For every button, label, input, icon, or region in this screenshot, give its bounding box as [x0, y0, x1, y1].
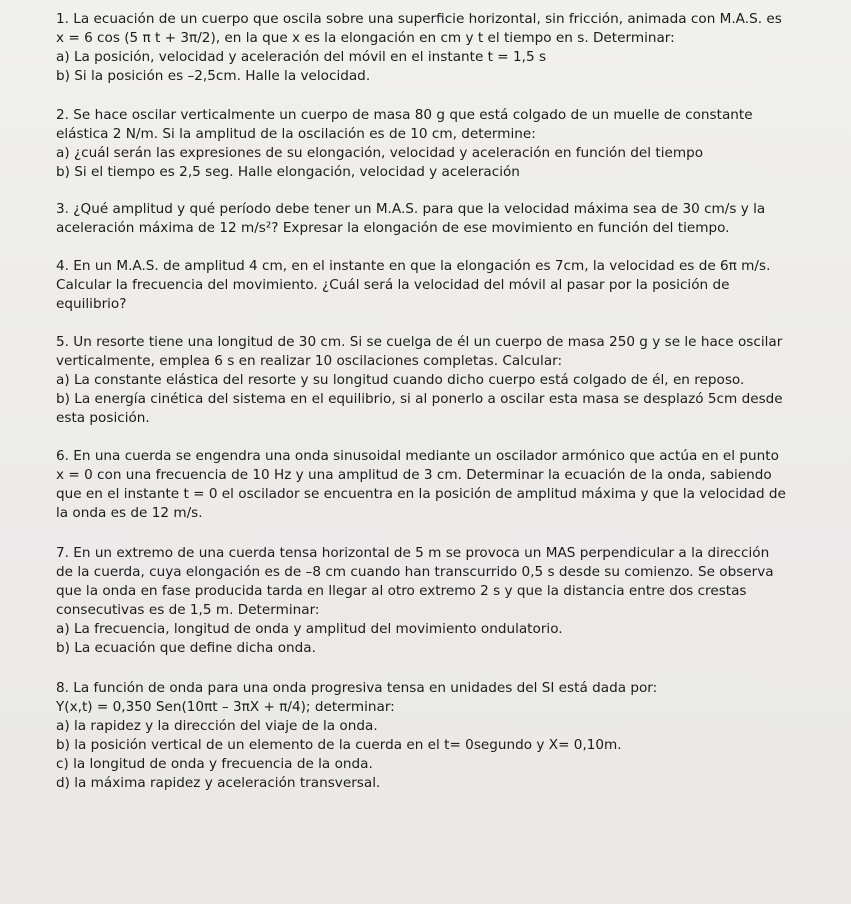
problem-1-line: a) La posición, velocidad y aceleración del móvil en el instante t = 1,5 s [56, 49, 547, 65]
problem-5-line: a) La constante elástica del resorte y su longitud cuando dicho cuerpo está colgado de él, en reposo. [56, 372, 745, 388]
problem-8-line: Y(x,t) = 0,350 Sen(10πt – 3πX + π/4); determinar: [56, 699, 395, 715]
problem-list [56, 10, 807, 793]
problem-7 [56, 544, 807, 658]
problem-3-line: aceleración máxima de 12 m/s²? Expresar la elongación de ese movimiento en función del tiempo. [56, 220, 730, 236]
problem-6-line: que en el instante t = 0 el oscilador se encuentra en la posición de amplitud máxima y que la velocidad de [56, 486, 786, 502]
problem-8 [56, 679, 807, 793]
problem-7-line: consecutivas es de 1,5 m. Determinar: [56, 602, 320, 618]
problem-5 [56, 333, 807, 428]
problem-3-line: 3. ¿Qué amplitud y qué período debe tener un M.A.S. para que la velocidad máxima sea de 30 cm/s y la [56, 201, 766, 217]
problem-7-line: 7. En un extremo de una cuerda tensa horizontal de 5 m se provoca un MAS perpendicular a la dirección [56, 545, 770, 561]
problem-7-line: b) La ecuación que define dicha onda. [56, 640, 316, 656]
problem-6-line: x = 0 con una frecuencia de 10 Hz y una amplitud de 3 cm. Determinar la ecuación de la onda, sabiendo [56, 467, 772, 483]
problem-7-line: de la cuerda, cuya elongación es de –8 cm cuando han transcurrido 0,5 s desde su comienzo. Se observa [56, 564, 774, 580]
problem-8-line: c) la longitud de onda y frecuencia de la onda. [56, 756, 373, 772]
problem-6-line: 6. En una cuerda se engendra una onda sinusoidal mediante un oscilador armónico que actúa en el punto [56, 448, 779, 464]
problem-1 [56, 10, 807, 86]
problem-4-line: Calcular la frecuencia del movimiento. ¿Cuál será la velocidad del móvil al pasar por la posición de [56, 277, 730, 293]
problem-5-line: b) La energía cinética del sistema en el equilibrio, si al ponerlo a oscilar esta masa se desplazó 5cm desde [56, 391, 783, 407]
problem-8-line: a) la rapidez y la dirección del viaje de la onda. [56, 718, 378, 734]
problem-5-line: verticalmente, emplea 6 s en realizar 10 oscilaciones completas. Calcular: [56, 353, 563, 369]
problem-8-line: d) la máxima rapidez y aceleración transversal. [56, 775, 381, 791]
problem-7-line: a) La frecuencia, longitud de onda y amplitud del movimiento ondulatorio. [56, 621, 563, 637]
problem-8-line: b) la posición vertical de un elemento de la cuerda en el t= 0segundo y X= 0,10m. [56, 737, 622, 753]
problem-1-line: b) Si la posición es –2,5cm. Halle la velocidad. [56, 68, 371, 84]
problem-5-line: 5. Un resorte tiene una longitud de 30 cm. Si se cuelga de él un cuerpo de masa 250 g y se le hace oscilar [56, 334, 783, 350]
problem-1-line: 1. La ecuación de un cuerpo que oscila sobre una superficie horizontal, sin fricción, animada con M.A.S. es [56, 11, 782, 27]
problem-4 [56, 257, 807, 314]
problem-2-line: 2. Se hace oscilar verticalmente un cuerpo de masa 80 g que está colgado de un muelle de constante [56, 107, 753, 123]
problem-2 [56, 106, 807, 182]
problem-6 [56, 447, 807, 523]
problem-8-line: 8. La función de onda para una onda progresiva tensa en unidades del SI está dada por: [56, 680, 658, 696]
problem-2-line: b) Si el tiempo es 2,5 seg. Halle elongación, velocidad y aceleración [56, 164, 520, 180]
problem-5-line: esta posición. [56, 410, 150, 426]
problem-1-line: x = 6 cos (5 π t + 3π/2), en la que x es la elongación en cm y t el tiempo en s. Determinar: [56, 30, 675, 46]
problem-7-line: que la onda en fase producida tarda en llegar al otro extremo 2 s y que la distancia entre dos crestas [56, 583, 747, 599]
problem-4-line: equilibrio? [56, 296, 127, 312]
problem-6-line: la onda es de 12 m/s. [56, 505, 203, 521]
problem-2-line: a) ¿cuál serán las expresiones de su elongación, velocidad y aceleración en función del tiempo [56, 145, 704, 161]
problem-2-line: elástica 2 N/m. Si la amplitud de la oscilación es de 10 cm, determine: [56, 126, 536, 142]
problem-4-line: 4. En un M.A.S. de amplitud 4 cm, en el instante en que la elongación es 7cm, la velocidad es de 6π m/s. [56, 258, 771, 274]
problem-3 [56, 200, 807, 238]
